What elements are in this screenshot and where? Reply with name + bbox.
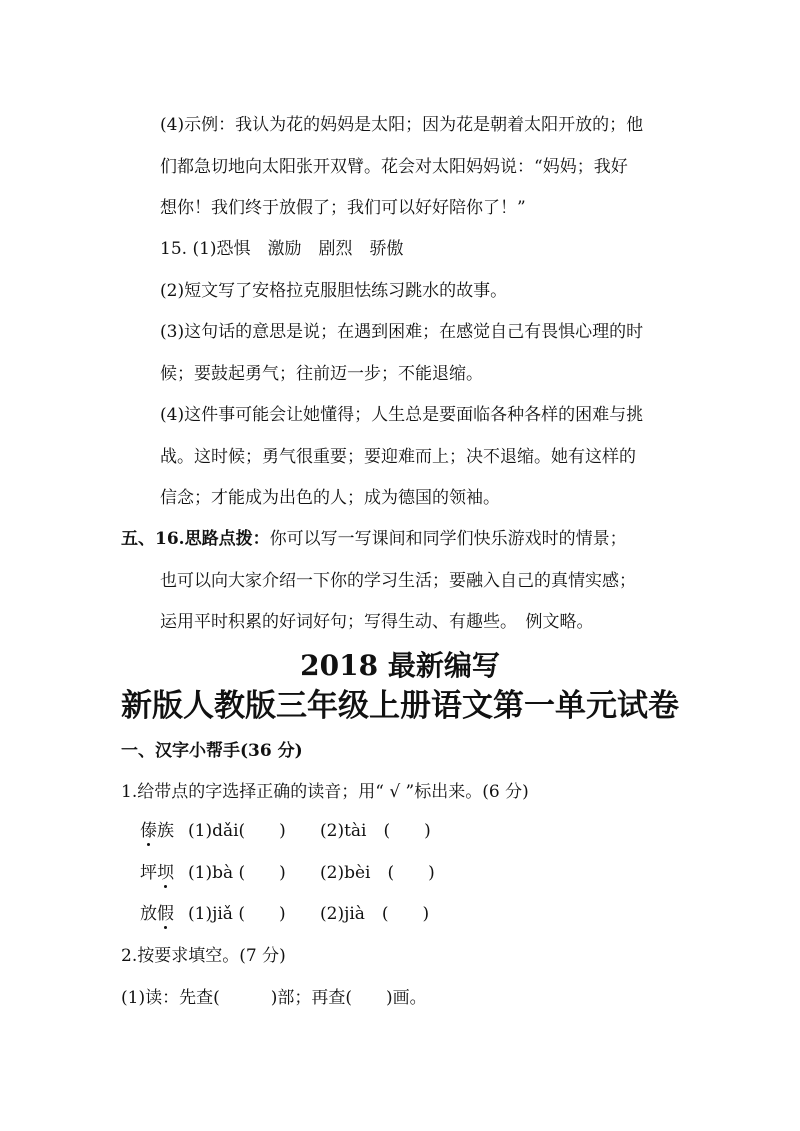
pinyin-row-2 — [140, 862, 174, 884]
exam-edition-heading: 2018 最新编写 — [300, 649, 500, 682]
answer-16-line1 — [121, 528, 627, 550]
answer-14-4-line1: (4)示例：我认为花的妈妈是太阳；因为花是朝着太阳开放的；他 — [160, 115, 644, 135]
word-char: 族 — [157, 821, 174, 841]
pinyin-row-1 — [140, 820, 174, 842]
answer-14-4-line3: 想你！我们终于放假了；我们可以好好陪你了！” — [160, 198, 526, 218]
pinyin-option-row-1-a: (1)dǎi( ) — [188, 821, 286, 841]
answer-14-4-line2: 们都急切地向太阳张开双臂。花会对太阳妈妈说：“妈妈；我好 — [160, 157, 628, 177]
answer-15-3-line1: (3)这句话的意思是说；在遇到困难；在感觉自己有畏惧心理的时 — [160, 322, 644, 342]
answer-16-line3: 运用平时积累的好词好句；写得生动、有趣些。 例文略。 — [160, 612, 594, 632]
word-char: 傣 — [140, 821, 157, 841]
word-char: 坝 — [157, 863, 174, 883]
answer-16-label: 五、16.思路点拨： — [121, 529, 270, 549]
question-2-1: (1)读：先查( )部；再查( )画。 — [121, 988, 427, 1008]
question-2: 2.按要求填空。(7 分) — [121, 946, 286, 966]
pinyin-row-3 — [140, 903, 174, 925]
answer-16-text: 你可以写一写课间和同学们快乐游戏时的情景； — [269, 529, 627, 549]
word-char: 假 — [157, 904, 174, 924]
pinyin-option-row-3-a: (1)jiǎ ( ) — [188, 904, 286, 924]
pinyin-option-row-2-a: (1)bà ( ) — [188, 863, 286, 883]
word-char: 放 — [140, 904, 157, 924]
pinyin-option-row-1-b: (2)tài ( ) — [320, 821, 431, 841]
answer-15-3-line2: 候；要鼓起勇气；往前迈一步；不能退缩。 — [160, 364, 483, 384]
pinyin-option-row-3-b: (2)jià ( ) — [320, 904, 430, 924]
section-1-title: 一、汉字小帮手(36 分) — [121, 741, 303, 761]
answer-16-line2: 也可以向大家介绍一下你的学习生活；要融入自己的真情实感； — [160, 571, 636, 591]
answer-15-4-line3: 信念；才能成为出色的人；成为德国的领袖。 — [160, 488, 500, 508]
pinyin-option-row-2-b: (2)bèi ( ) — [320, 863, 435, 883]
answer-15-4-line2: 战。这时候；勇气很重要；要迎难而上；决不退缩。她有这样的 — [160, 447, 636, 467]
exam-title: 新版人教版三年级上册语文第一单元试卷 — [121, 688, 679, 724]
word-char: 坪 — [140, 863, 157, 883]
answer-15-4-line1: (4)这件事可能会让她懂得；人生总是要面临各种各样的困难与挑 — [160, 405, 644, 425]
question-1: 1.给带点的字选择正确的读音；用“ √ ”标出来。(6 分) — [121, 782, 529, 802]
answer-15-2: (2)短文写了安格拉克服胆怯练习跳水的故事。 — [160, 281, 508, 301]
answer-15-1: 15. (1)恐惧 激励 剧烈 骄傲 — [160, 239, 404, 259]
